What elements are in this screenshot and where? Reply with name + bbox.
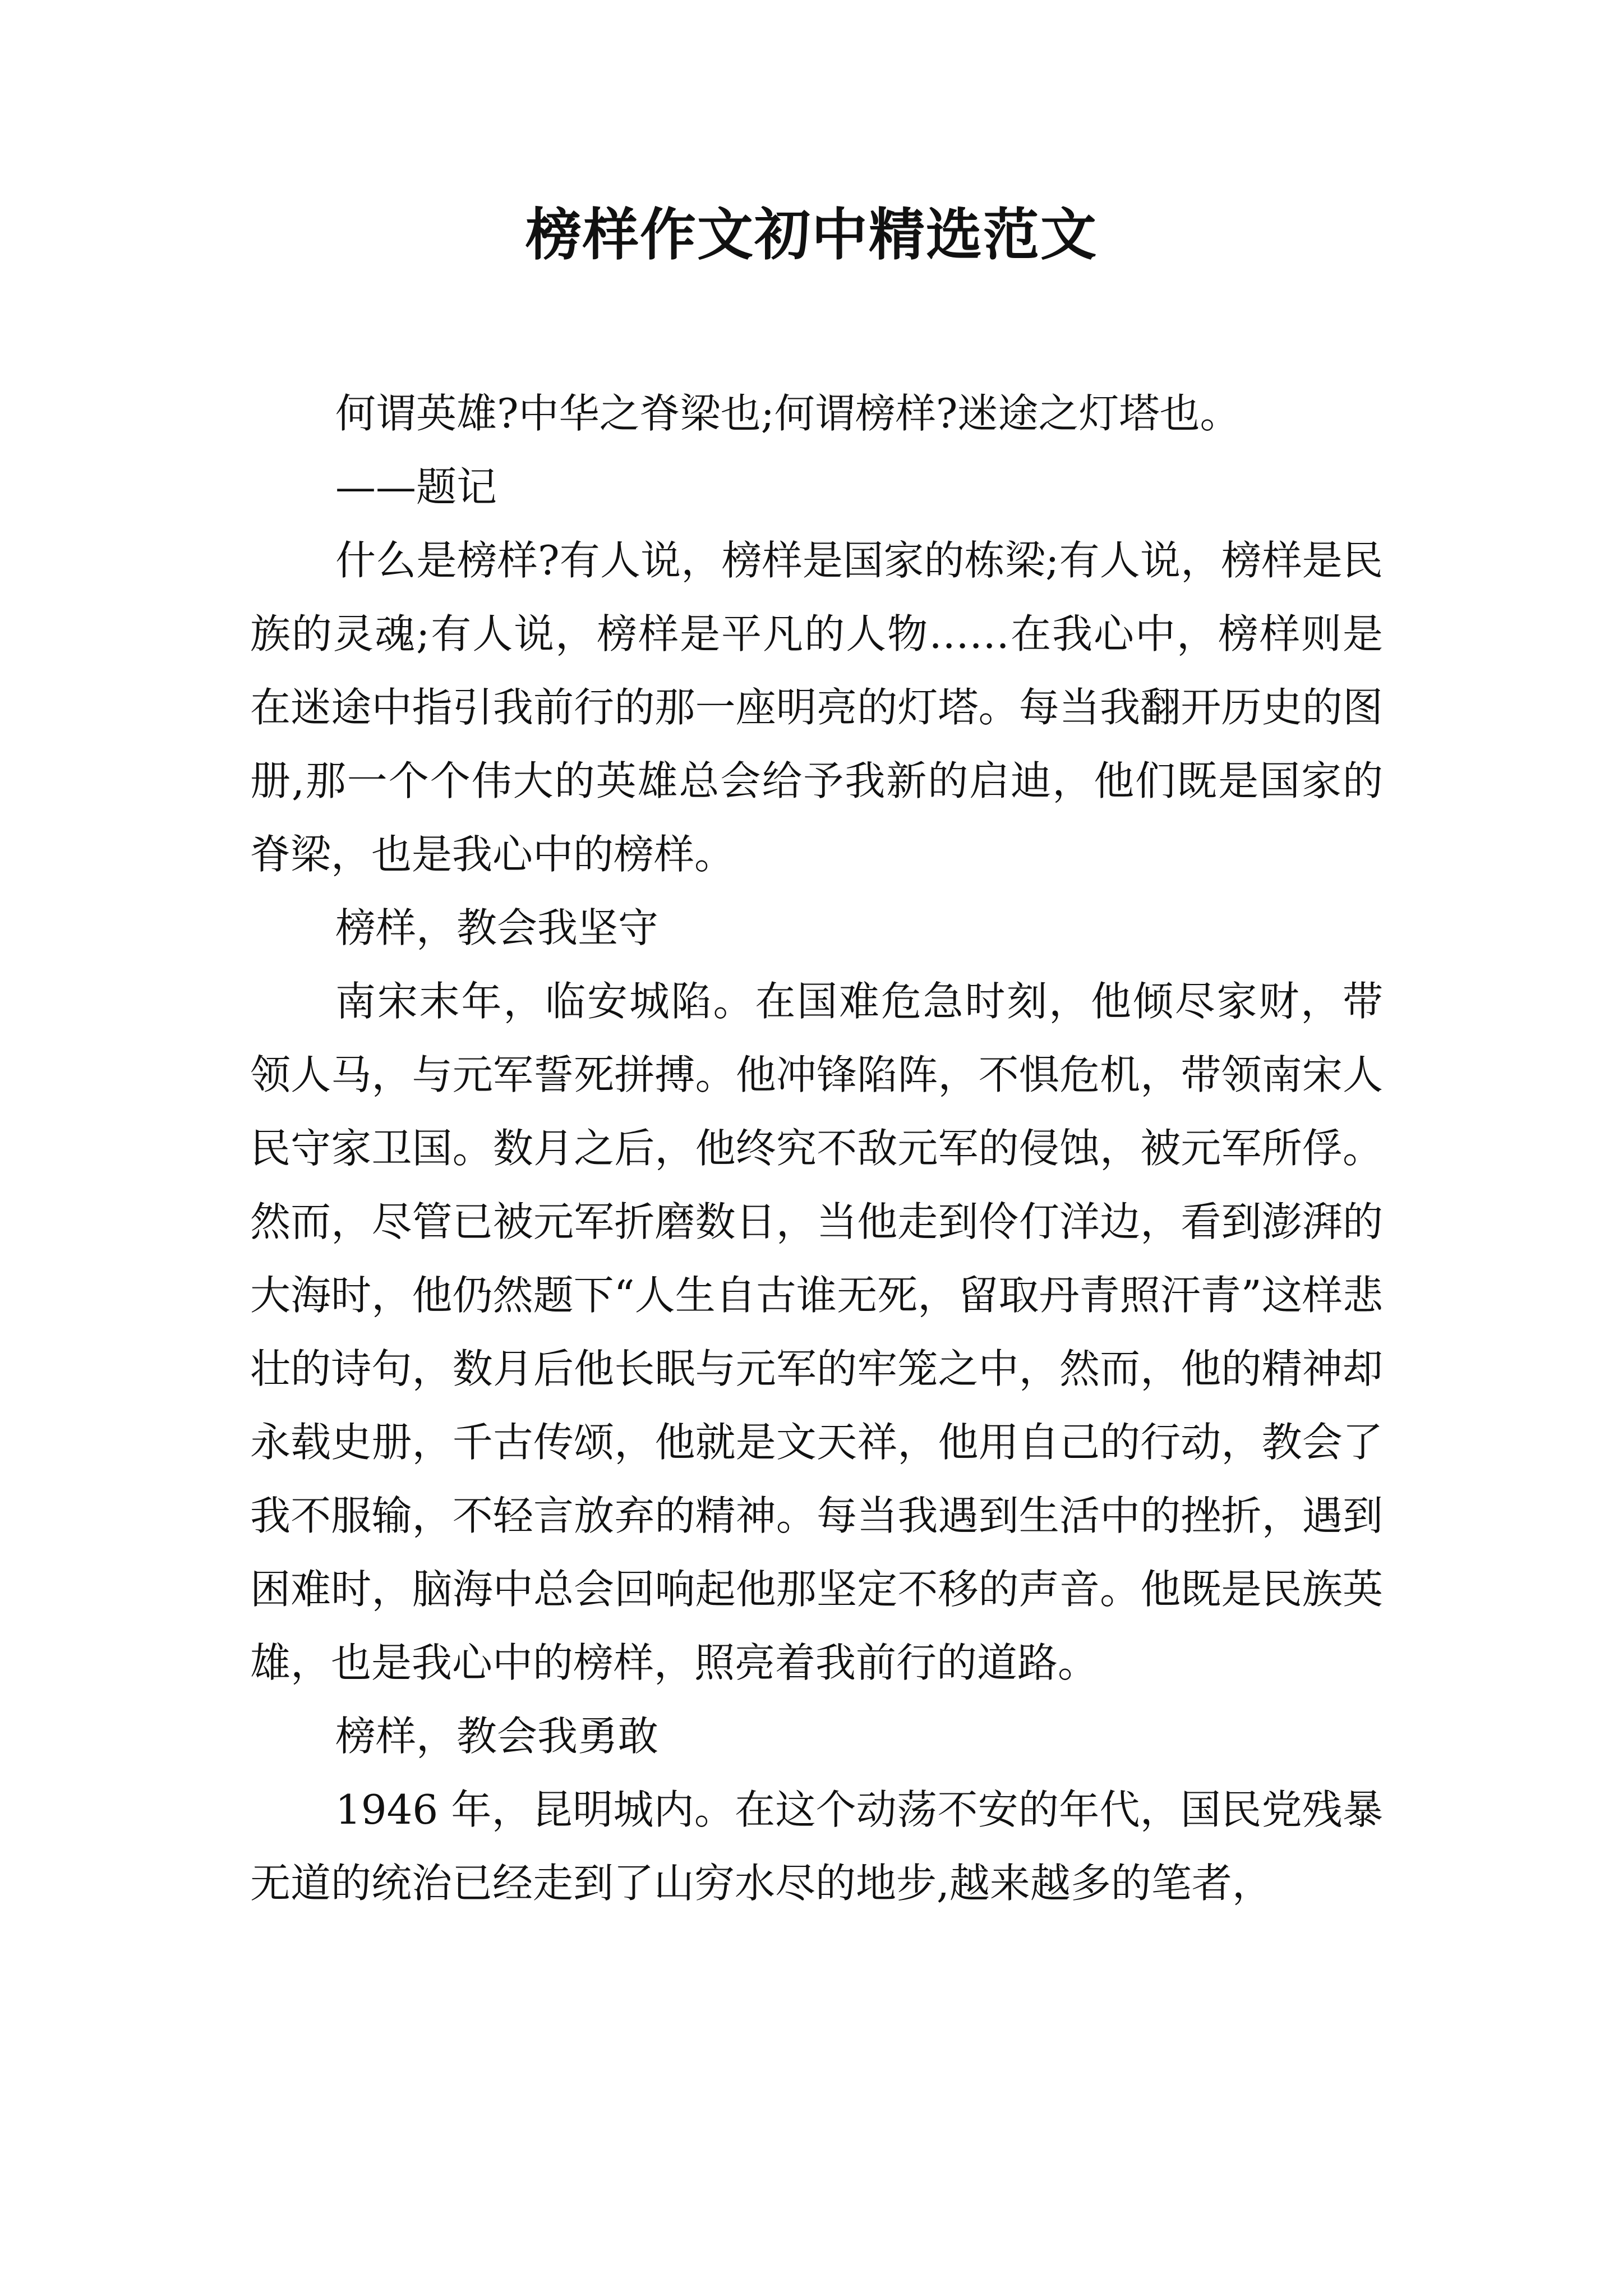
epigraph-attribution: ——题记 (335, 463, 497, 510)
section-heading-steadfast: 榜样，教会我坚守 (335, 904, 659, 951)
epigraph: 何谓英雄?中华之脊梁也;何谓榜样?迷途之灯塔也。 (335, 390, 1241, 437)
section-heading-brave: 榜样，教会我勇敢 (335, 1713, 659, 1760)
paragraph-wen-tianxiang: 南宋末年，临安城陷。在国难危急时刻，他倾尽家财，带领人马，与元军誓死拼搏。他冲锋陷阵，不惧危机，带领南宋人民守家卫国。数月之后，他终究不敌元军的侵蚀，被元军所俘。然而，尽管已被元军折磨数日，当他走到伶仃洋边，看到澎湃的大海时，他仍然题下“人生自古谁无死，留取丹青照汗青”这样悲壮的诗句，数月后他长眠与元军的牢笼之中，然而，他的精神却永载史册，千古传颂，他就是文天祥，他用自己的行动，教会了我不服输，不轻言放弃的精神。每当我遇到生活中的挫折，遇到困难时，脑海中总会回响起他那坚定不移的声音。他既是民族英雄，也是我心中的榜样，照亮着我前行的道路。 (250, 978, 1383, 1686)
paragraph-1946: 1946 年，昆明城内。在这个动荡不安的年代，国民党残暴无道的统治已经走到了山穷水尽的地步,越来越多的笔者， (250, 1786, 1383, 1907)
document-body (250, 377, 1383, 1920)
document-title: 榜样作文初中精选范文 (525, 201, 1098, 268)
intro-paragraph: 什么是榜样?有人说，榜样是国家的栋梁;有人说，榜样是民族的灵魂;有人说，榜样是平凡的人物……在我心中，榜样则是在迷途中指引我前行的那一座明亮的灯塔。每当我翻开历史的图册,那一个个伟大的英雄总会给予我新的启迪，他们既是国家的脊梁，也是我心中的榜样。 (250, 537, 1383, 878)
